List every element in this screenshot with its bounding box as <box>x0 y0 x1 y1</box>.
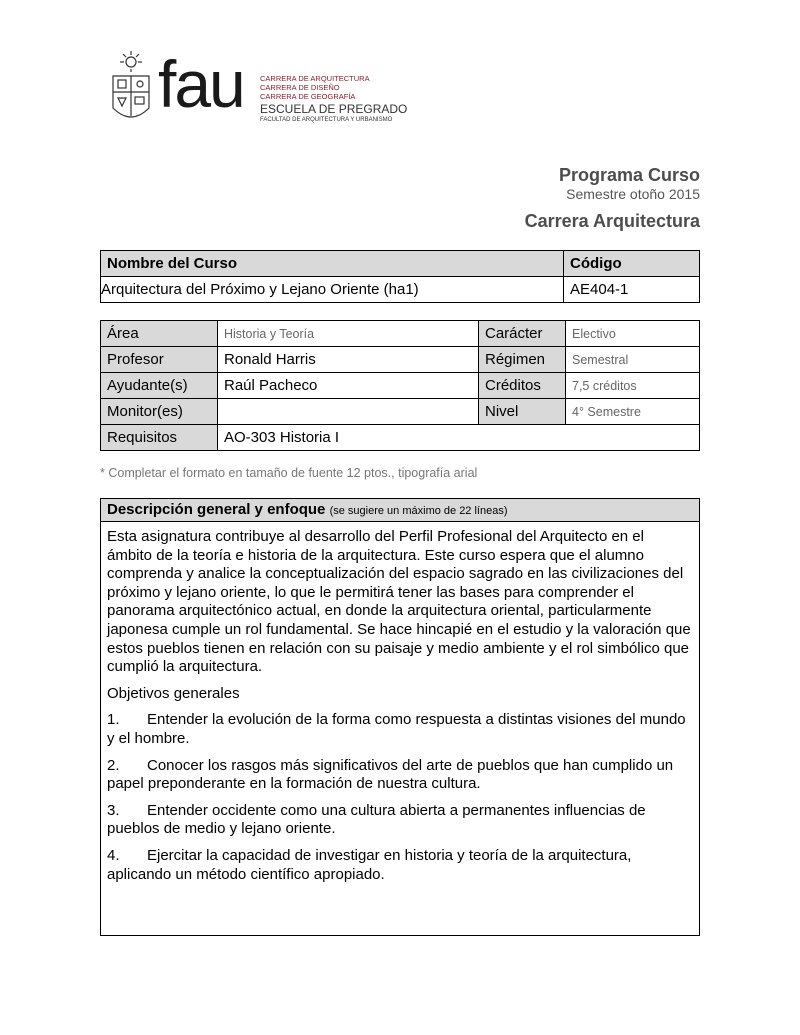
description-body <box>101 522 699 884</box>
university-crest-icon <box>110 50 152 128</box>
regimen-value: Semestral <box>566 347 700 373</box>
description-section <box>100 498 700 936</box>
course-info-table <box>100 320 700 451</box>
objective-item <box>107 847 691 884</box>
logo-line-diseno: CARRERA DE DISEÑO <box>260 83 340 92</box>
logo-wordmark: fau <box>158 47 244 121</box>
course-name-value: Arquitectura del Próximo y Lejano Oriente (ha1) <box>101 277 564 303</box>
caracter-label: Carácter <box>479 321 566 347</box>
ayudante-value: Raúl Pacheco <box>218 373 479 399</box>
profesor-value: Ronald Harris <box>218 347 479 373</box>
info-row <box>101 347 700 373</box>
nivel-value: 4° Semestre <box>566 399 700 425</box>
info-row <box>101 399 700 425</box>
description-paragraph: Esta asignatura contribuye al desarrollo del Perfil Profesional del Arquitecto en el ámbito de la teoría e historia de la arquitectura. Este curso espera que el alumno comprenda y analice la conceptualización del espacio sagrado en las civilizaciones del próximo y lejano oriente, lo que le permitirá tener las bases para comprender el panorama arquitectónico actual, en donde la arquitectura oriental, particularmente japonesa cumple un rol fundamental. Se hace hincapié en el estudio y la valoración que estos pueblos tienen en relación con su paisaje y medio ambiente y el rol simbólico que cumplió la arquitectura. <box>107 528 691 676</box>
logo-line-school: ESCUELA DE PREGRADO <box>260 102 408 116</box>
objective-item <box>107 757 691 794</box>
nivel-label: Nivel <box>479 399 566 425</box>
course-name-table <box>100 250 700 303</box>
objective-number: 3. <box>107 801 120 819</box>
logo-text-block <box>260 74 407 125</box>
area-value: Historia y Teoría <box>218 321 479 347</box>
description-title: Descripción general y enfoque <box>107 501 326 518</box>
course-name-label: Nombre del Curso <box>101 251 564 277</box>
creditos-value: 7,5 créditos <box>566 373 700 399</box>
objective-text: Entender occidente como una cultura abierta a permanentes influencias de pueblos de medio y lejano oriente. <box>107 801 646 838</box>
monitor-value <box>218 399 479 425</box>
profesor-label: Profesor <box>101 347 218 373</box>
logo-line-arquitectura: CARRERA DE ARQUITECTURA <box>260 74 370 83</box>
info-row <box>101 373 700 399</box>
requisitos-value: AO-303 Historia I <box>218 425 700 451</box>
objectives-title: Objetivos generales <box>107 684 240 702</box>
area-label: Área <box>101 321 218 347</box>
info-row <box>101 425 700 451</box>
requisitos-label: Requisitos <box>101 425 218 451</box>
creditos-label: Créditos <box>479 373 566 399</box>
objective-number: 2. <box>107 756 120 774</box>
program-career: Carrera Arquitectura <box>524 211 700 231</box>
description-hint: (se sugiere un máximo de 22 líneas) <box>329 505 508 517</box>
format-footnote: * Completar el formato en tamaño de fuente 12 ptos., tipografía arial <box>100 466 478 480</box>
objective-item <box>107 711 691 748</box>
monitor-label: Monitor(es) <box>101 399 218 425</box>
objective-number: 4. <box>107 846 120 864</box>
caracter-value: Electivo <box>566 321 700 347</box>
objective-text: Ejercitar la capacidad de investigar en historia y teoría de la arquitectura, aplicando un método científico apropiado. <box>107 846 632 883</box>
program-semester: Semestre otoño 2015 <box>566 186 700 202</box>
logo-line-faculty: FACULTAD DE ARQUITECTURA Y URBANISMO <box>260 117 393 123</box>
logo-line-geografia: CARRERA DE GEOGRAFÍA <box>260 92 356 101</box>
objective-number: 1. <box>107 711 120 729</box>
course-code-value: AE404-1 <box>564 277 700 303</box>
program-title: Programa Curso <box>558 165 700 185</box>
program-heading <box>525 164 700 232</box>
objective-item <box>107 802 691 839</box>
description-header <box>101 499 699 522</box>
course-code-label: Código <box>564 251 700 277</box>
ayudante-label: Ayudante(s) <box>101 373 218 399</box>
fau-logo <box>110 47 408 130</box>
info-row <box>101 321 700 347</box>
objective-text: Conocer los rasgos más significativos del arte de pueblos que han cumplido un papel preponderante en la formación de nuestra cultura. <box>107 756 674 793</box>
objective-text: Entender la evolución de la forma como respuesta a distintas visiones del mundo y el hombre. <box>107 711 686 747</box>
regimen-label: Régimen <box>479 347 566 373</box>
